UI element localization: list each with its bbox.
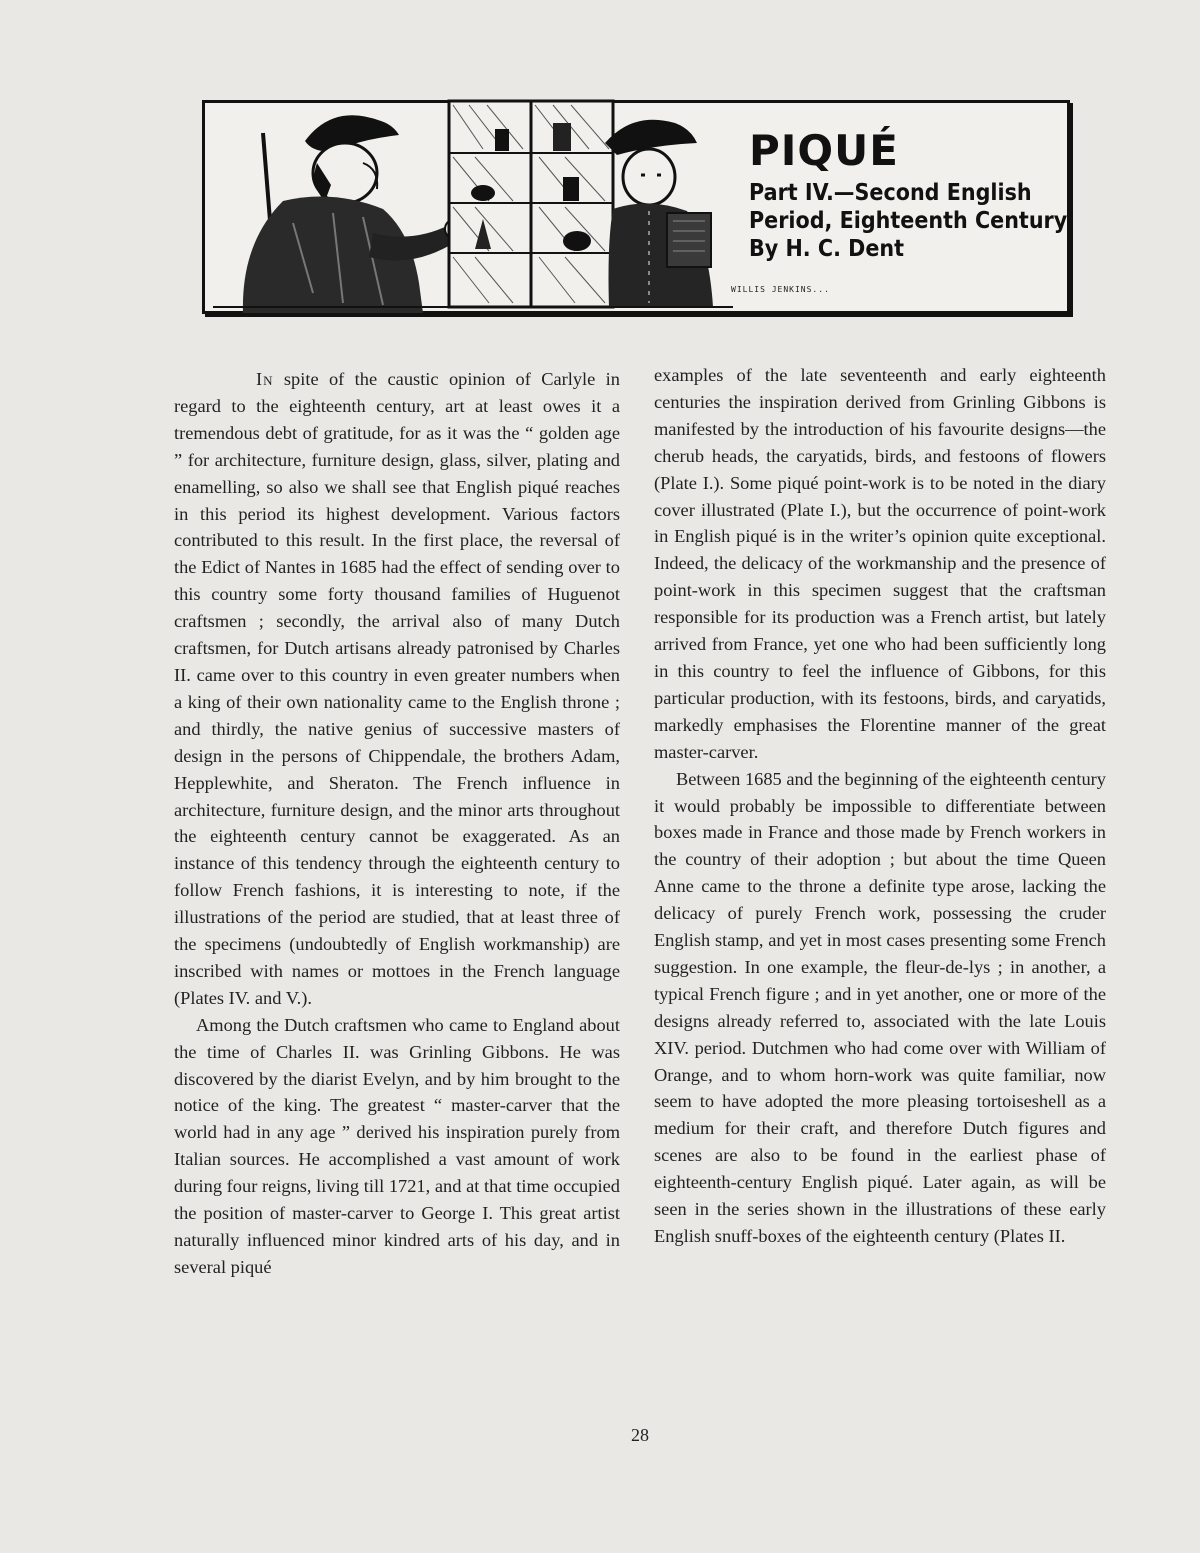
text-column-right — [654, 362, 1106, 1250]
drop-lead-word: In — [256, 369, 274, 389]
header-title-block — [749, 126, 1068, 263]
paragraph-2-continued: examples of the late seventeenth and early eighteenth centuries the inspiration derived from Grinling Gibbons is manifested by the introduction of his favourite designs—the cherub heads, the caryatids, birds, and festoons of flowers (Plate I.). Some piqué point-work is to be noted in the diary cover illustrated (Plate I.), but the occurrence of point-work in English piqué is in the writer’s opinion quite exceptional. Indeed, the delicacy of the workmanship and the presence of point-work in this specimen suggest that the craftsman responsible for its production was a French artist, but lately arrived from France, yet one who had been sufficiently long in this country to feel the influence of Gibbons, for this particular production, with its festoons, birds, and caryatids, markedly emphasises the Florentine manner of the great master-carver. — [654, 365, 1106, 762]
header-illustration — [213, 93, 733, 315]
paragraph-3: Between 1685 and the beginning of the eighteenth century it would probably be impossible to differentiate between boxes made in France and those made by French workers in the country of their adoption ; but about the time Queen Anne came to the throne a definite type arose, lacking the delicacy of purely French work, possessing the cruder English stamp, and yet in most cases presenting some French suggestion. In one example, the fleur-de-lys ; in another, a typical French figure ; and in yet another, one or more of the designs already referred to, associated with the late Louis XIV. period. Dutchmen who had come over with William of Orange, and to whom horn-work was quite familiar, now seem to have adopted the more pleasing tortoiseshell as a medium for their craft, and therefore Dutch figures and scenes are also to be found in the earliest phase of eighteenth-century English piqué. Later again, as will be seen in the series shown in the illustrations of these early English snuff-boxes of the eighteenth century (Plates II. — [654, 768, 1107, 1246]
page-number: 28 — [631, 1425, 649, 1445]
paragraph-1 — [174, 366, 620, 1012]
article-byline: By H. C. Dent — [749, 236, 904, 262]
header-banner — [202, 100, 1070, 314]
paragraph-1-text: spite of the caustic opinion of Carlyle in regard to the eighteenth century, art at least owes it a tremendous debt of gratitude, for as it was the “ golden age ” for architecture, furniture design, glass, silver, plating and enamelling, so also we shall see that English piqué reaches in this period its highest development. Various factors contributed to this result. In the first place, the reversal of the Edict of Nantes in 1685 had the effect of sending over to this country some forty thousand families of Huguenot craftsmen ; secondly, the arrival also of many Dutch craftsmen, for Dutch artisans already patronised by Charles II. came over to this country in even greater numbers when a king of their own nationality came to the English throne ; and thirdly, the native genius of successive masters of design in the persons of Chippendale, the brothers Adam, Hepplewhite, and Sheraton. The French influence in architecture, furniture design, and the minor arts throughout the eighteenth century cannot be exaggerated. As an instance of this tendency through the eighteenth century to follow French fashions, it is interesting to note, if the illustrations of the period are studied, that at least three of the specimens (undoubtedly of English workmanship) are inscribed with names or mottoes in the French language (Plates IV. and V.). — [174, 369, 620, 1008]
article-subtitle-line1: Part IV.—Second English — [749, 180, 1032, 206]
text-column-left — [174, 366, 620, 1281]
article-title: PIQUÉ — [749, 126, 899, 175]
article-subtitle-line2: Period, Eighteenth Century — [749, 208, 1068, 234]
paragraph-2: Among the Dutch craftsmen who came to England about the time of Charles II. was Grinling Gibbons. He was discovered by the diarist Evelyn, and by him brought to the notice of the king. The greatest “ master-carver that the world had in any age ” derived his inspiration purely from Italian sources. He accomplished a vast amount of work during four reigns, living till 1721, and at that time occupied the position of master-carver to George I. This great artist naturally influenced minor kindred arts of his day, and in several piqué — [174, 1014, 620, 1277]
illustrator-signature: WILLIS JENKINS... — [731, 285, 830, 294]
